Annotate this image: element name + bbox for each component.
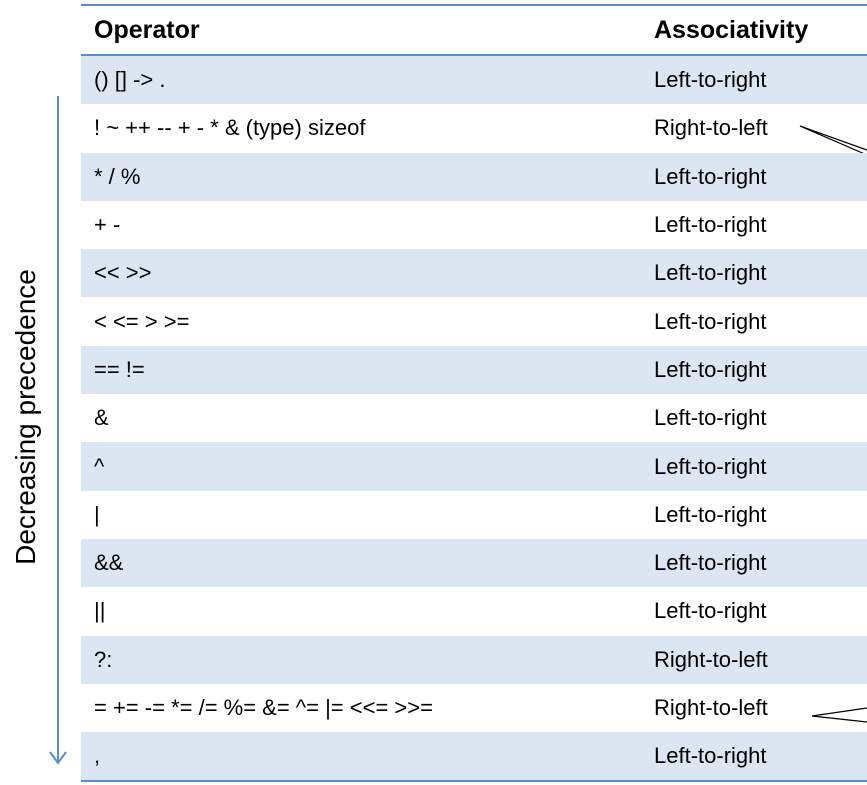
table-row bbox=[81, 394, 867, 442]
associativity-cell: Left-to-right bbox=[641, 153, 867, 201]
associativity-cell: Left-to-right bbox=[654, 598, 767, 624]
operator-cell: < <= > >= bbox=[94, 308, 190, 334]
associativity-cell: Left-to-right bbox=[654, 308, 767, 334]
operator-cell: || bbox=[94, 598, 106, 624]
precedence-axis-label: Decreasing precedence bbox=[10, 269, 41, 565]
associativity-cell: Right-to-left bbox=[641, 636, 867, 684]
operator-cell: ! ~ ++ -- + - * & (type) sizeof bbox=[94, 115, 366, 141]
operator-cell: * / % bbox=[81, 153, 641, 201]
operator-cell: && bbox=[81, 539, 641, 587]
associativity-cell: Left-to-right bbox=[654, 501, 767, 527]
table-row bbox=[81, 539, 867, 587]
operator-cell: | bbox=[94, 501, 100, 527]
associativity-column-header: Associativity bbox=[641, 5, 867, 55]
associativity-cell: Left-to-right bbox=[654, 212, 767, 238]
operator-cell: ^ bbox=[81, 442, 641, 490]
operator-cell: == != bbox=[81, 346, 641, 394]
table-row bbox=[81, 636, 867, 684]
associativity-cell: Left-to-right bbox=[641, 249, 867, 297]
operator-table bbox=[81, 4, 867, 782]
operator-cell: ?: bbox=[81, 636, 641, 684]
operator-cell: & bbox=[94, 405, 109, 431]
table-header-row bbox=[81, 5, 867, 55]
associativity-cell: Left-to-right bbox=[641, 539, 867, 587]
associativity-cell: Left-to-right bbox=[641, 346, 867, 394]
associativity-cell: Left-to-right bbox=[641, 732, 867, 781]
associativity-cell: Left-to-right bbox=[641, 55, 867, 104]
table-row bbox=[81, 491, 867, 539]
table-row bbox=[81, 587, 867, 635]
operator-cell: << >> bbox=[81, 249, 641, 297]
operator-cell: , bbox=[81, 732, 641, 781]
table-row bbox=[81, 297, 867, 345]
table-row bbox=[81, 442, 867, 490]
table-row bbox=[81, 732, 867, 781]
table-row bbox=[81, 201, 867, 249]
table-row bbox=[81, 153, 867, 201]
table-row bbox=[81, 346, 867, 394]
associativity-cell: Left-to-right bbox=[641, 442, 867, 490]
operator-column-header: Operator bbox=[81, 5, 641, 55]
table-row bbox=[81, 55, 867, 104]
associativity-cell: Left-to-right bbox=[654, 405, 767, 431]
operator-cell: = += -= *= /= %= &= ^= |= <<= >>= bbox=[94, 695, 433, 720]
table-row bbox=[81, 249, 867, 297]
precedence-arrow bbox=[50, 96, 66, 763]
associativity-cell: Right-to-left bbox=[654, 695, 768, 720]
associativity-cell: Right-to-left bbox=[654, 115, 768, 141]
table-row bbox=[81, 104, 867, 152]
operator-cell: () [] -> . bbox=[81, 55, 641, 104]
operator-cell: + - bbox=[94, 212, 121, 238]
table-row bbox=[81, 684, 867, 732]
